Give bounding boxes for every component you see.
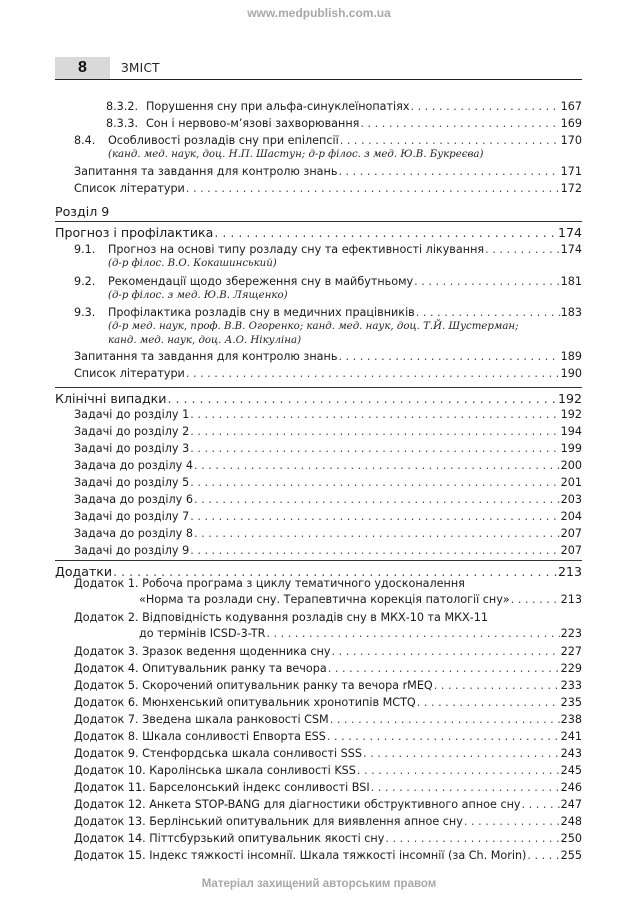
toc-entry-title: Задача до розділу 4: [74, 459, 193, 472]
toc-entry-title: Профілактика розладів сну в медичних працівників: [108, 306, 415, 319]
toc-entry[interactable]: [74, 180, 582, 196]
leader-dots: [527, 849, 559, 863]
toc-entry[interactable]: [106, 115, 582, 131]
leader-dots: [411, 100, 560, 114]
toc-entry[interactable]: [74, 474, 582, 490]
leader-dots: [186, 182, 560, 196]
toc-entry-title: Задачі до розділу 7: [74, 510, 190, 523]
leader-dots: [357, 764, 560, 778]
toc-entry-page: 235: [560, 696, 582, 709]
toc-chapter-title: Прогноз і профілактика: [55, 225, 214, 240]
leader-dots: [485, 243, 560, 257]
toc-entry-title: Сон і нервово-м’язові захворювання: [146, 117, 360, 130]
leader-dots: [434, 679, 560, 693]
toc-entry-title: Запитання та завдання для контролю знань: [74, 165, 338, 178]
leader-dots: [416, 306, 560, 320]
toc-entry[interactable]: [74, 525, 582, 541]
toc-entry[interactable]: [74, 440, 582, 456]
toc-entry-title: Задачі до розділу 1: [74, 408, 190, 421]
toc-entry-page: 170: [560, 134, 582, 147]
toc-entry-title: Задача до розділу 8: [74, 527, 193, 540]
toc-entry-page: 199: [560, 442, 582, 455]
leader-dots: [522, 798, 560, 812]
toc-entry-number: 8.3.3.: [106, 117, 139, 130]
toc-entry[interactable]: [74, 508, 582, 524]
leader-dots: [371, 781, 560, 795]
toc-entry-title: Порушення сну при альфа-синуклеїнопатіях: [146, 100, 410, 113]
leader-dots: [385, 832, 559, 846]
toc-entry[interactable]: [74, 348, 582, 364]
leader-dots: [330, 713, 560, 727]
toc-entry-title: Додаток 15. Індекс тяжкості інсомнії. Шкала тяжкості інсомнії (за Ch. Morin): [74, 849, 527, 862]
toc-entry[interactable]: [74, 694, 582, 710]
toc-chapter-entry[interactable]: [55, 388, 582, 406]
copyright-footer: Матеріал захищений авторським правом: [201, 878, 437, 890]
toc-entry[interactable]: [74, 406, 582, 422]
leader-dots: [167, 392, 556, 406]
toc-entry-title: Додаток 8. Шкала сонливості Епворта ESS: [74, 730, 326, 743]
toc-entry[interactable]: [74, 457, 582, 473]
toc-entry[interactable]: [74, 677, 582, 693]
leader-dots: [414, 275, 559, 289]
toc-entry[interactable]: [74, 273, 582, 289]
leader-dots: [360, 117, 559, 131]
toc-entry-page: 181: [560, 275, 582, 288]
toc-entry-title: Додаток 7. Зведена шкала ранковості CSM: [74, 713, 329, 726]
toc-entry[interactable]: [74, 711, 582, 727]
leader-dots: [190, 476, 559, 490]
toc-entry-authors: (канд. мед. наук, доц. Н.П. Шастун; д-р філос. з мед. Ю.В. Букреєва): [108, 149, 484, 160]
toc-entry-page: 203: [560, 493, 582, 506]
toc-entry-page: 213: [557, 564, 582, 579]
leader-dots: [194, 527, 560, 541]
toc-entry-page: 246: [560, 781, 582, 794]
toc-entry[interactable]: [74, 423, 582, 439]
toc-entry-authors: канд. мед. наук, доц. А.О. Нікуліна): [108, 335, 302, 346]
toc-entry-title: Список літератури: [74, 367, 185, 380]
toc-entry-title: Додаток 13. Берлінський опитувальник для виявлення апное сну: [74, 815, 463, 828]
toc-entry-page: 172: [560, 182, 582, 195]
toc-entry-title: Додаток 5. Скорочений опитувальник ранку та вечора rMEQ: [74, 679, 433, 692]
toc-entry[interactable]: [74, 745, 582, 761]
toc-entry[interactable]: [74, 796, 582, 812]
toc-entry-page: 255: [560, 849, 582, 862]
leader-dots: [464, 815, 560, 829]
toc-entry-title-continued: «Норма та розлади сну. Терапевтична корекція патології сну»: [139, 593, 510, 606]
toc-entry-title: Задачі до розділу 3: [74, 442, 190, 455]
toc-entry-page: 200: [560, 459, 582, 472]
toc-entry-page: 223: [560, 627, 582, 640]
toc-entry-page: 250: [560, 832, 582, 845]
toc-entry-page: 167: [560, 100, 582, 113]
toc-entry-page: 189: [560, 350, 582, 363]
toc-entry-title: Особливості розладів сну при епілепсії: [108, 134, 339, 147]
toc-entry[interactable]: [74, 813, 582, 829]
toc-entry[interactable]: [139, 591, 582, 607]
toc-entry-page: 245: [560, 764, 582, 777]
leader-dots: [266, 627, 559, 641]
toc-entry-title: Прогноз на основі типу розладу сну та ефективності лікування: [108, 243, 485, 256]
toc-entry-page: 201: [560, 476, 582, 489]
leader-dots: [186, 367, 560, 381]
toc-entry-title: Задача до розділу 6: [74, 493, 193, 506]
leader-dots: [194, 459, 560, 473]
toc-entry-page: 229: [560, 662, 582, 675]
toc-entry-number: 9.2.: [74, 275, 96, 288]
toc-entry-page: 204: [560, 510, 582, 523]
toc-entry[interactable]: [74, 132, 582, 148]
leader-dots: [214, 226, 557, 240]
leader-dots: [194, 493, 560, 507]
toc-entry-title: Рекомендації щодо збереження сну в майбутньому: [108, 275, 414, 288]
chapter-label: Розділ 9: [55, 204, 110, 219]
toc-entry-page: 169: [560, 117, 582, 130]
toc-entry-title: Задачі до розділу 9: [74, 544, 190, 557]
toc-entry-title: Додаток 4. Опитувальник ранку та вечора: [74, 662, 327, 675]
toc-entry[interactable]: [74, 728, 582, 744]
toc-entry-page: 207: [560, 544, 582, 557]
toc-chapter-title: Клінічні випадки: [55, 391, 167, 406]
toc-entry-authors: (д-р філос. з мед. Ю.В. Лященко): [108, 290, 288, 301]
toc-entry-page: 171: [560, 165, 582, 178]
leader-dots: [338, 165, 559, 179]
toc-entry-title: Задачі до розділу 2: [74, 425, 190, 438]
toc-entry-page: 213: [560, 593, 582, 606]
toc-entry-number: 8.4.: [74, 134, 96, 147]
leader-dots: [190, 510, 559, 524]
leader-dots: [331, 645, 559, 659]
page-header: [55, 57, 582, 80]
page-number: 8: [55, 57, 110, 79]
toc-entry-title: Запитання та завдання для контролю знань: [74, 350, 338, 363]
toc-entry-title: Додаток 6. Мюнхенський опитувальник хронотипів MCTQ: [74, 696, 416, 709]
toc-entry-title: Задачі до розділу 5: [74, 476, 190, 489]
toc-entry[interactable]: [74, 779, 582, 795]
toc-entry-title: Додаток 9. Стенфордська шкала сонливості SSS: [74, 747, 362, 760]
toc-entry-page: 227: [560, 645, 582, 658]
toc-entry-page: 183: [560, 306, 582, 319]
toc-entry[interactable]: [106, 98, 582, 114]
toc-entry-title: Додаток 12. Анкета STOP-BANG для діагностики обструктивного апное сну: [74, 798, 521, 811]
leader-dots: [363, 747, 560, 761]
toc-entry-title: Додаток 11. Барселонський індекс сонливості BSI: [74, 781, 370, 794]
leader-dots: [190, 442, 559, 456]
toc-entry[interactable]: [74, 847, 582, 863]
toc-entry[interactable]: [74, 830, 582, 846]
toc-entry-page: 192: [560, 408, 582, 421]
leader-dots: [190, 425, 559, 439]
running-title: ЗМІСТ: [121, 61, 160, 75]
toc-entry-title: Додаток 10. Каролінська шкала сонливості KSS: [74, 764, 356, 777]
toc-entry[interactable]: [74, 241, 582, 257]
toc-entry-page: 233: [560, 679, 582, 692]
toc-entry-title: Список літератури: [74, 182, 185, 195]
leader-dots: [340, 134, 560, 148]
toc-entry-page: 174: [560, 243, 582, 256]
toc-entry-page: 192: [557, 391, 582, 406]
toc-entry[interactable]: [74, 304, 582, 320]
toc-entry[interactable]: [74, 643, 582, 659]
toc-entry[interactable]: [74, 163, 582, 179]
toc-entry-page: 174: [557, 225, 582, 240]
leader-dots: [190, 544, 559, 558]
toc-entry-page: 238: [560, 713, 582, 726]
toc-entry-title[interactable]: Додаток 1. Робоча програма з циклу тематичного удосконалення: [74, 577, 465, 590]
toc-entry-page: 247: [560, 798, 582, 811]
toc-entry-page: 248: [560, 815, 582, 828]
leader-dots: [327, 730, 560, 744]
toc-chapter-title: Додатки: [55, 564, 113, 579]
toc-entry[interactable]: [139, 625, 582, 641]
toc-entry[interactable]: [74, 542, 582, 558]
leader-dots: [190, 408, 559, 422]
toc-entry-number: 9.1.: [74, 243, 96, 256]
leader-dots: [328, 662, 560, 676]
toc-entry-title[interactable]: Додаток 2. Відповідність кодування розладів сну в МКХ-10 та МКХ-11: [74, 611, 488, 624]
toc-entry-authors: (д-р мед. наук, проф. В.В. Огоренко; канд. мед. наук, доц. Т.Й. Шустерман;: [108, 321, 519, 332]
toc-entry-page: 207: [560, 527, 582, 540]
toc-entry[interactable]: [74, 660, 582, 676]
toc-entry-page: 194: [560, 425, 582, 438]
leader-dots: [511, 593, 560, 607]
toc-entry-page: 190: [560, 367, 582, 380]
leader-dots: [417, 696, 560, 710]
toc-entry-title: Додаток 3. Зразок ведення щоденника сну: [74, 645, 331, 658]
toc-entry[interactable]: [74, 491, 582, 507]
toc-entry-number: 8.3.2.: [106, 100, 139, 113]
toc-entry[interactable]: [74, 762, 582, 778]
toc-entry-title-continued: до термінів ICSD-3-TR: [139, 627, 266, 640]
toc-entry-page: 241: [560, 730, 582, 743]
toc-entry-number: 9.3.: [74, 306, 96, 319]
leader-dots: [338, 350, 559, 364]
toc-chapter-entry[interactable]: [55, 222, 582, 240]
toc-entry[interactable]: [74, 365, 582, 381]
toc-entry-title: Додаток 14. Піттсбурзький опитувальник якості сну: [74, 832, 385, 845]
toc-entry-authors: (д-р філос. В.О. Кокашинський): [108, 258, 277, 269]
toc-entry-page: 243: [560, 747, 582, 760]
site-url: www.medpublish.com.ua: [247, 6, 391, 20]
